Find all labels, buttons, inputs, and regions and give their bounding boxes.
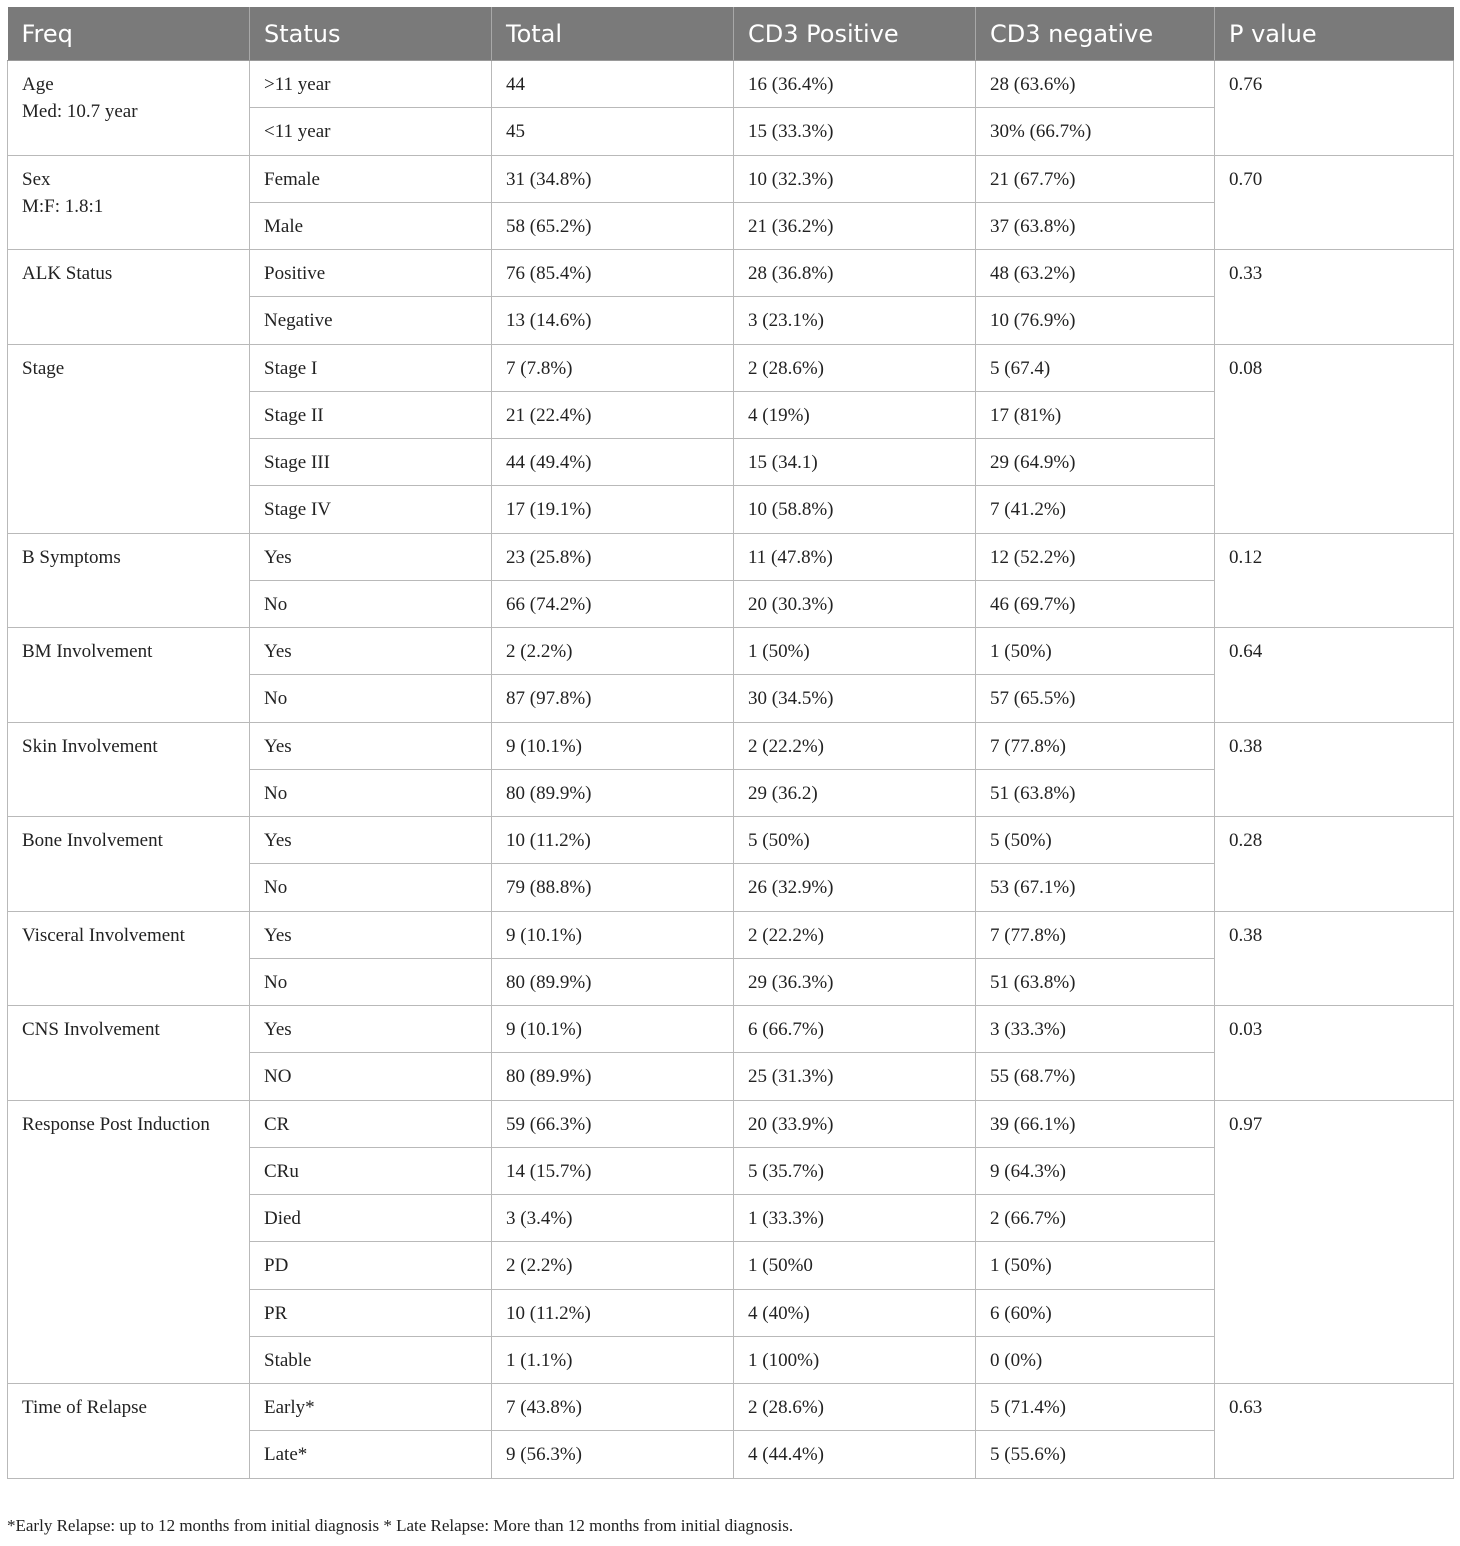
cd3-positive-cell: 2 (28.6%) [734, 1384, 976, 1431]
status-cell: No [250, 864, 492, 911]
total-cell: 3 (3.4%) [492, 1195, 734, 1242]
cd3-negative-cell: 28 (63.6%) [976, 61, 1215, 108]
total-cell: 2 (2.2%) [492, 628, 734, 675]
status-cell: Early* [250, 1384, 492, 1431]
freq-label: Skin Involvement [22, 735, 158, 757]
p-value-cell: 0.28 [1215, 817, 1454, 912]
freq-cell [8, 911, 250, 1006]
data-table [7, 7, 1454, 1479]
p-value-cell: 0.38 [1215, 911, 1454, 1006]
table-row [8, 61, 1454, 108]
status-cell: Late* [250, 1431, 492, 1478]
status-cell: >11 year [250, 61, 492, 108]
status-cell: Negative [250, 297, 492, 344]
freq-label: Med: 10.7 year [22, 101, 138, 122]
total-cell: 10 (11.2%) [492, 817, 734, 864]
cd3-positive-cell: 1 (50%0 [734, 1242, 976, 1289]
freq-label: Response Post Induction [22, 1113, 210, 1135]
header-p-value: P value [1215, 7, 1454, 61]
total-cell: 14 (15.7%) [492, 1147, 734, 1194]
total-cell: 9 (10.1%) [492, 722, 734, 769]
total-cell: 66 (74.2%) [492, 580, 734, 627]
cd3-positive-cell: 29 (36.3%) [734, 958, 976, 1005]
freq-label: M:F: 1.8:1 [22, 195, 104, 217]
cd3-negative-cell: 9 (64.3%) [976, 1147, 1215, 1194]
total-cell: 79 (88.8%) [492, 864, 734, 911]
cd3-negative-cell: 39 (66.1%) [976, 1100, 1215, 1147]
total-cell: 10 (11.2%) [492, 1289, 734, 1336]
total-cell: 45 [492, 108, 734, 155]
status-cell: CRu [250, 1147, 492, 1194]
cd3-positive-cell: 10 (58.8%) [734, 486, 976, 533]
total-cell: 2 (2.2%) [492, 1242, 734, 1289]
cd3-positive-cell: 2 (22.2%) [734, 911, 976, 958]
table-row [8, 817, 1454, 864]
total-cell: 31 (34.8%) [492, 155, 734, 202]
status-cell: No [250, 958, 492, 1005]
status-cell: Yes [250, 722, 492, 769]
cd3-negative-cell: 21 (67.7%) [976, 155, 1215, 202]
freq-label: Bone Involvement [22, 830, 163, 851]
p-value-cell: 0.64 [1215, 628, 1454, 723]
total-cell: 7 (7.8%) [492, 344, 734, 391]
freq-cell [8, 1384, 250, 1479]
cd3-negative-cell: 2 (66.7%) [976, 1195, 1215, 1242]
total-cell: 9 (56.3%) [492, 1431, 734, 1478]
table-row [8, 533, 1454, 580]
status-cell: Died [250, 1195, 492, 1242]
freq-label: Visceral Involvement [22, 924, 185, 946]
cd3-negative-cell: 29 (64.9%) [976, 439, 1215, 486]
cd3-negative-cell: 48 (63.2%) [976, 250, 1215, 297]
status-cell: Stage II [250, 391, 492, 438]
table-row [8, 722, 1454, 769]
cd3-negative-cell: 53 (67.1%) [976, 864, 1215, 911]
cd3-positive-cell: 10 (32.3%) [734, 155, 976, 202]
freq-cell [8, 1006, 250, 1101]
total-cell: 21 (22.4%) [492, 391, 734, 438]
header-freq: Freq [8, 7, 250, 61]
cd3-negative-cell: 5 (55.6%) [976, 1431, 1215, 1478]
freq-label: ALK Status [22, 263, 113, 284]
status-cell: Yes [250, 1006, 492, 1053]
cd3-negative-cell: 5 (50%) [976, 817, 1215, 864]
table-row [8, 1100, 1454, 1147]
cd3-negative-cell: 30% (66.7%) [976, 108, 1215, 155]
table-row [8, 1006, 1454, 1053]
p-value-cell: 0.08 [1215, 344, 1454, 533]
cd3-negative-cell: 57 (65.5%) [976, 675, 1215, 722]
status-cell: <11 year [250, 108, 492, 155]
status-cell: Yes [250, 628, 492, 675]
cd3-negative-cell: 51 (63.8%) [976, 958, 1215, 1005]
p-value-cell: 0.70 [1215, 155, 1454, 250]
freq-cell [8, 250, 250, 345]
freq-cell [8, 817, 250, 912]
p-value-cell: 0.63 [1215, 1384, 1454, 1479]
table-body [8, 61, 1454, 1479]
status-cell: Stable [250, 1336, 492, 1383]
cd3-positive-cell: 30 (34.5%) [734, 675, 976, 722]
status-cell: No [250, 769, 492, 816]
freq-cell [8, 155, 250, 250]
cd3-positive-cell: 25 (31.3%) [734, 1053, 976, 1100]
total-cell: 13 (14.6%) [492, 297, 734, 344]
freq-cell [8, 61, 250, 156]
status-cell: Positive [250, 250, 492, 297]
total-cell: 1 (1.1%) [492, 1336, 734, 1383]
p-value-cell: 0.76 [1215, 61, 1454, 156]
cd3-negative-cell: 0 (0%) [976, 1336, 1215, 1383]
cd3-positive-cell: 3 (23.1%) [734, 297, 976, 344]
cd3-positive-cell: 1 (100%) [734, 1336, 976, 1383]
freq-cell [8, 533, 250, 628]
status-cell: Yes [250, 911, 492, 958]
freq-cell [8, 628, 250, 723]
table-row [8, 250, 1454, 297]
cd3-negative-cell: 46 (69.7%) [976, 580, 1215, 627]
cd3-negative-cell: 7 (77.8%) [976, 911, 1215, 958]
total-cell: 9 (10.1%) [492, 911, 734, 958]
freq-label: Time of Relapse [22, 1397, 147, 1418]
cd3-negative-cell: 37 (63.8%) [976, 202, 1215, 249]
cd3-positive-cell: 15 (34.1) [734, 439, 976, 486]
total-cell: 23 (25.8%) [492, 533, 734, 580]
total-cell: 9 (10.1%) [492, 1006, 734, 1053]
freq-label: Age [22, 74, 54, 95]
table-row [8, 1384, 1454, 1431]
cd3-negative-cell: 7 (41.2%) [976, 486, 1215, 533]
cd3-negative-cell: 17 (81%) [976, 391, 1215, 438]
status-cell: PR [250, 1289, 492, 1336]
cd3-negative-cell: 3 (33.3%) [976, 1006, 1215, 1053]
status-cell: Female [250, 155, 492, 202]
cd3-negative-cell: 5 (67.4) [976, 344, 1215, 391]
total-cell: 44 (49.4%) [492, 439, 734, 486]
freq-label: Stage [22, 357, 65, 379]
status-cell: No [250, 580, 492, 627]
cd3-positive-cell: 20 (30.3%) [734, 580, 976, 627]
cd3-negative-cell: 51 (63.8%) [976, 769, 1215, 816]
total-cell: 80 (89.9%) [492, 1053, 734, 1100]
cd3-positive-cell: 5 (35.7%) [734, 1147, 976, 1194]
cd3-negative-cell: 55 (68.7%) [976, 1053, 1215, 1100]
cd3-positive-cell: 29 (36.2) [734, 769, 976, 816]
header-cd3-positive: CD3 Positive [734, 7, 976, 61]
header-cd3-negative: CD3 negative [976, 7, 1215, 61]
cd3-positive-cell: 5 (50%) [734, 817, 976, 864]
freq-cell [8, 1100, 250, 1384]
freq-label: Sex [22, 168, 51, 190]
table-row [8, 344, 1454, 391]
cd3-negative-cell: 6 (60%) [976, 1289, 1215, 1336]
table-footnote: *Early Relapse: up to 12 months from initial diagnosis * Late Relapse: More than 12 months from initial diagnosis. [7, 1516, 794, 1535]
header-total: Total [492, 7, 734, 61]
status-cell: CR [250, 1100, 492, 1147]
total-cell: 76 (85.4%) [492, 250, 734, 297]
cd3-negative-cell: 12 (52.2%) [976, 533, 1215, 580]
cd3-negative-cell: 1 (50%) [976, 628, 1215, 675]
cd3-negative-cell: 10 (76.9%) [976, 297, 1215, 344]
total-cell: 80 (89.9%) [492, 769, 734, 816]
status-cell: Stage III [250, 439, 492, 486]
table-row [8, 911, 1454, 958]
p-value-cell: 0.33 [1215, 250, 1454, 345]
cd3-positive-cell: 4 (40%) [734, 1289, 976, 1336]
p-value-cell: 0.97 [1215, 1100, 1454, 1384]
cd3-negative-cell: 1 (50%) [976, 1242, 1215, 1289]
total-cell: 7 (43.8%) [492, 1384, 734, 1431]
status-cell: Yes [250, 817, 492, 864]
cd3-positive-cell: 16 (36.4%) [734, 61, 976, 108]
total-cell: 80 (89.9%) [492, 958, 734, 1005]
status-cell: NO [250, 1053, 492, 1100]
p-value-cell: 0.38 [1215, 722, 1454, 817]
freq-cell [8, 722, 250, 817]
status-cell: No [250, 675, 492, 722]
freq-cell [8, 344, 250, 533]
cd3-positive-cell: 6 (66.7%) [734, 1006, 976, 1053]
cd3-positive-cell: 28 (36.8%) [734, 250, 976, 297]
status-cell: Stage I [250, 344, 492, 391]
cd3-negative-cell: 7 (77.8%) [976, 722, 1215, 769]
cd3-positive-cell: 15 (33.3%) [734, 108, 976, 155]
freq-label: CNS Involvement [22, 1019, 160, 1040]
total-cell: 44 [492, 61, 734, 108]
status-cell: Male [250, 202, 492, 249]
header-status: Status [250, 7, 492, 61]
cd3-positive-cell: 1 (33.3%) [734, 1195, 976, 1242]
total-cell: 87 (97.8%) [492, 675, 734, 722]
cd3-negative-cell: 5 (71.4%) [976, 1384, 1215, 1431]
freq-label: BM Involvement [22, 641, 153, 662]
cd3-positive-cell: 4 (44.4%) [734, 1431, 976, 1478]
table-row [8, 155, 1454, 202]
header-row [8, 7, 1454, 61]
cd3-positive-cell: 21 (36.2%) [734, 202, 976, 249]
status-cell: PD [250, 1242, 492, 1289]
cd3-positive-cell: 2 (22.2%) [734, 722, 976, 769]
status-cell: Yes [250, 533, 492, 580]
freq-label: B Symptoms [22, 546, 121, 568]
table-row [8, 628, 1454, 675]
cd3-positive-cell: 1 (50%) [734, 628, 976, 675]
total-cell: 17 (19.1%) [492, 486, 734, 533]
total-cell: 58 (65.2%) [492, 202, 734, 249]
cd3-positive-cell: 4 (19%) [734, 391, 976, 438]
p-value-cell: 0.03 [1215, 1006, 1454, 1101]
cd3-positive-cell: 20 (33.9%) [734, 1100, 976, 1147]
cd3-positive-cell: 2 (28.6%) [734, 344, 976, 391]
cd3-positive-cell: 26 (32.9%) [734, 864, 976, 911]
total-cell: 59 (66.3%) [492, 1100, 734, 1147]
p-value-cell: 0.12 [1215, 533, 1454, 628]
cd3-positive-cell: 11 (47.8%) [734, 533, 976, 580]
status-cell: Stage IV [250, 486, 492, 533]
